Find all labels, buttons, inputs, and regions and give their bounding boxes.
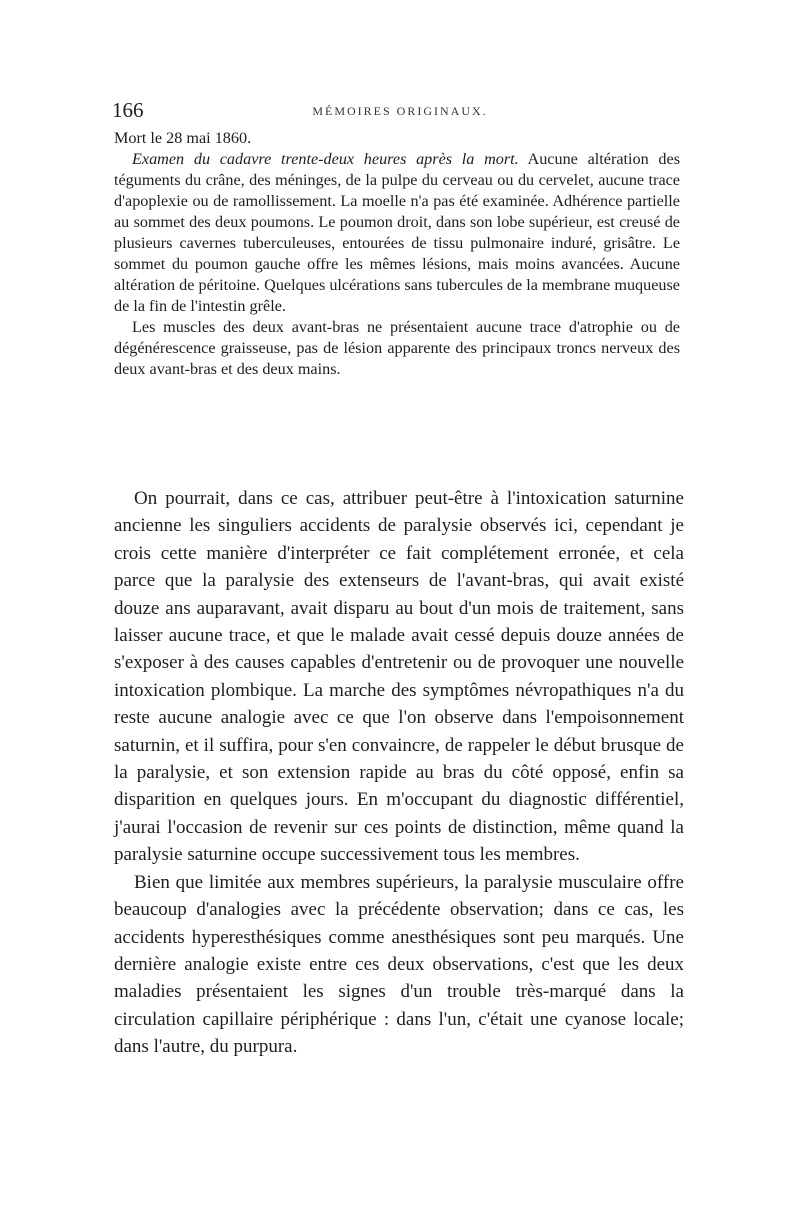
muscles-paragraph: Les muscles des deux avant-bras ne présentaient aucune trace d'atrophie ou de dégénérescence graisseuse, pas de lésion apparente des principaux troncs nerveux des deux avant-bras et des deux mains. xyxy=(114,318,680,378)
discussion-paragraph-2: Bien que limitée aux membres supérieurs, la paralysie musculaire offre beaucoup d'analogies avec la précédente observation; dans ce cas, les accidents hyperesthésiques comme anesthésiques sont peu marqués. Une dernière analogie existe entre ces deux observations, c'est que les deux maladies présentaient les signes d'un trouble très-marqué dans la circulation capillaire périphérique : dans l'un, c'était une cyanose locale; dans l'autre, du purpura. xyxy=(114,871,684,1058)
discussion-block xyxy=(114,485,684,1061)
death-date-line: Mort le 28 mai 1860. xyxy=(114,129,252,147)
discussion-paragraph-1: On pourrait, dans ce cas, attribuer peut-être à l'intoxication saturnine ancienne les singuliers accidents de paralysie observés ici, cependant je crois cette manière d'interpréter ce fait complétement erronée, et cela parce que la paralysie des extenseurs de l'avant-bras, qui avait existé douze ans auparavant, avait disparu au bout d'un mois de traitement, sans laisser aucune trace, et que le malade avait cessé depuis douze années de s'exposer à des causes capables d'entretenir ou de provoquer une nouvelle intoxication plombique. La marche des symptômes névropathiques n'a du reste aucune analogie avec ce que l'on observe dans l'empoisonnement saturnin, et il suffira, pour s'en convaincre, de rappeler le début brusque de la paralysie, et son extension rapide au bras du côté opposé, enfin sa disparition en quelques jours. En m'occupant du diagnostic différentiel, j'aurai l'occasion de revenir sur ces points de distinction, même quand la paralysie saturnine occupe successivement tous les membres. xyxy=(114,488,684,866)
page-number: 166 xyxy=(112,98,144,122)
autopsy-paragraph xyxy=(114,149,680,317)
autopsy-findings: Aucune altération des téguments du crâne, des méninges, de la pulpe du cerveau ou du cervelet, aucune trace d'apoplexie ou de ramollissement. La moelle n'a pas été examinée. Adhérence partielle au sommet des deux poumons. Le poumon droit, dans son lobe supérieur, est creusé de plusieurs cavernes tuberculeuses, entourées de tissu pulmonaire induré, grisâtre. Le sommet du poumon gauche offre les mêmes lésions, mais moins avancées. Aucune altération de péritoine. Quelques ulcérations sans tubercules de la membrane muqueuse de la fin de l'intestin grêle. xyxy=(114,150,680,315)
page-header xyxy=(112,98,688,122)
autopsy-heading: Examen du cadavre trente-deux heures après la mort. xyxy=(132,150,519,168)
case-report-block xyxy=(114,128,680,380)
running-title: MÉMOIRES ORIGINAUX. xyxy=(312,104,488,118)
